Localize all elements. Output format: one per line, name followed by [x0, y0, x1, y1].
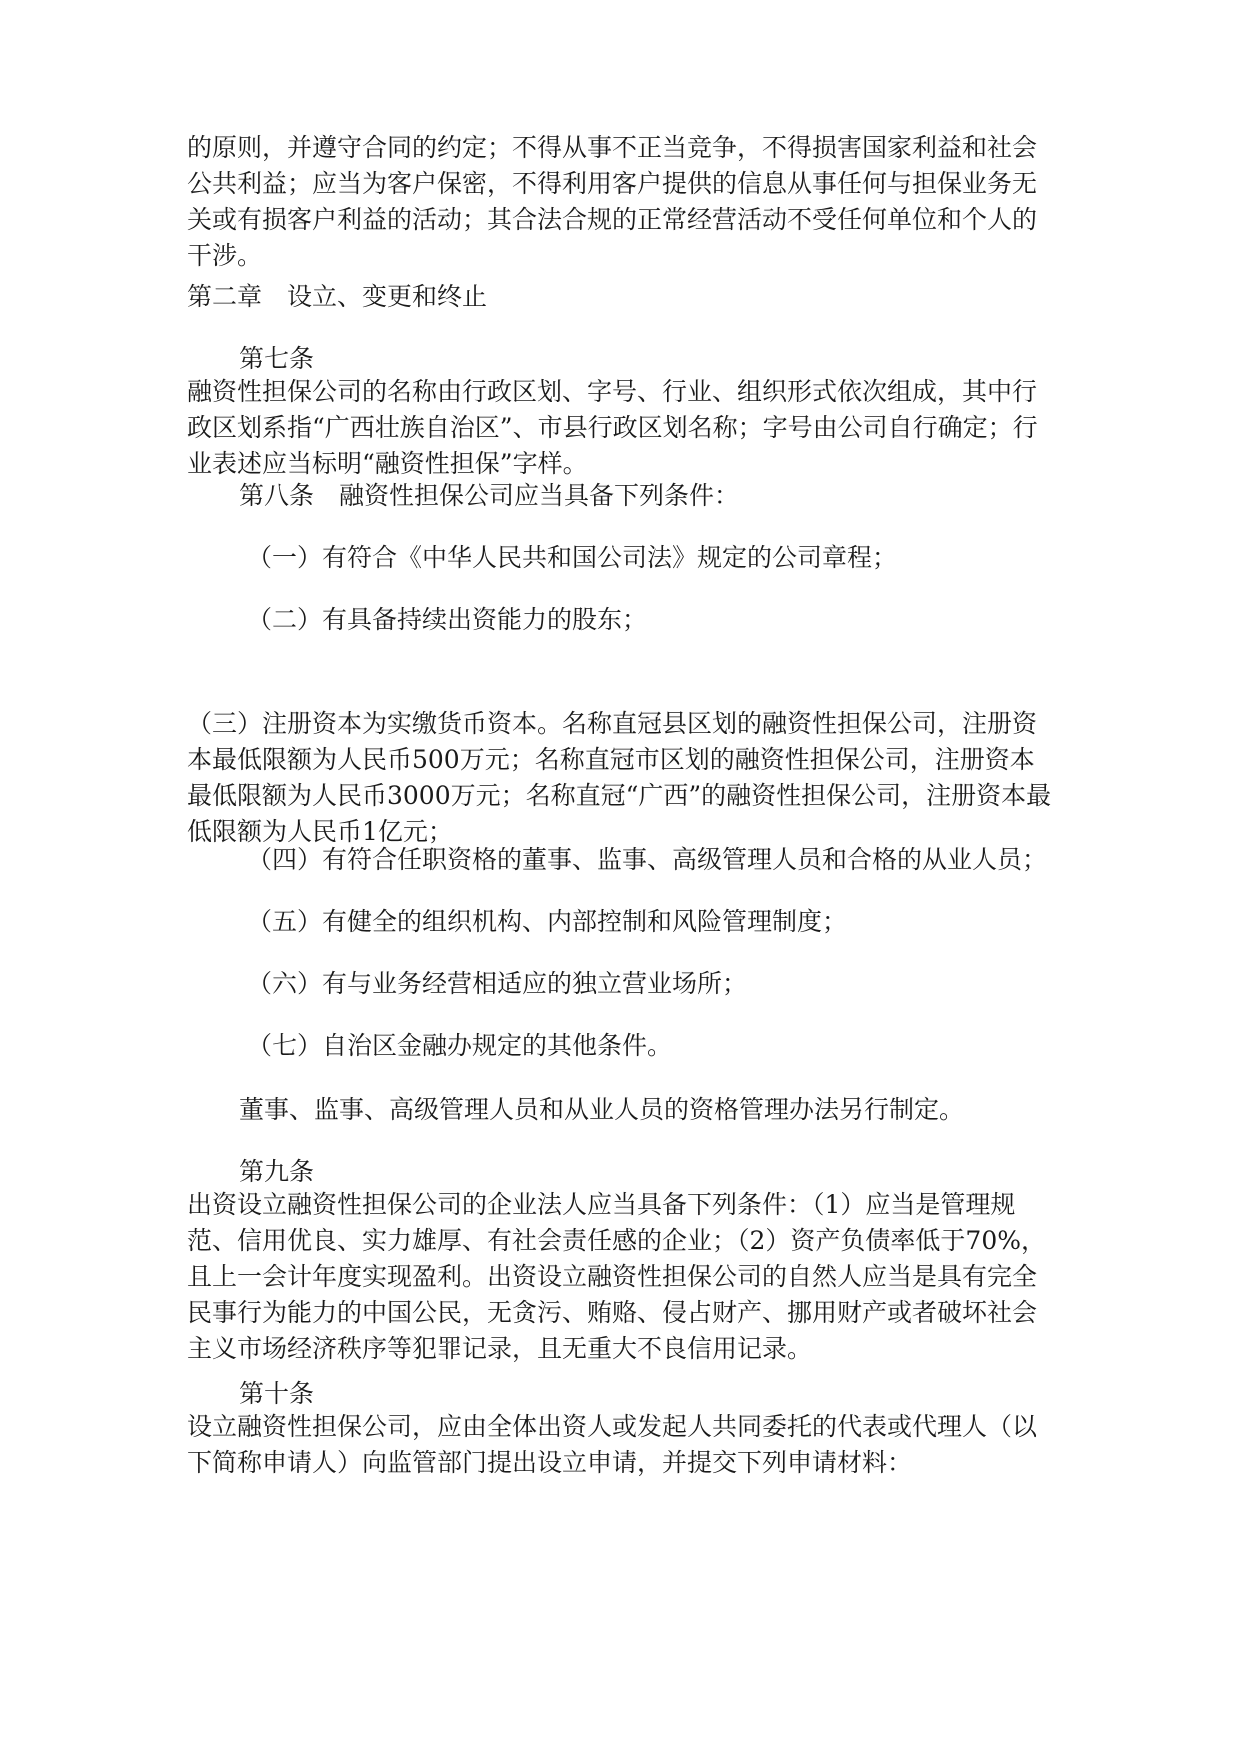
article-8-item-4: （四）有符合任职资格的董事、监事、高级管理人员和合格的从业人员；: [247, 845, 1048, 874]
article-8-item-7: （七）自治区金融办规定的其他条件。: [247, 1031, 673, 1060]
article-8-item-6: （六）有与业务经营相适应的独立营业场所；: [247, 969, 748, 998]
article-10-body: 设立融资性担保公司，应由全体出资人或发起人共同委托的代表或代理人（以下简称申请人）向监管部门提出设立申请，并提交下列申请材料：: [187, 1412, 1038, 1477]
article-7-title: 第七条: [239, 344, 315, 373]
paragraph-principles: 的原则，并遵守合同的约定；不得从事不正当竞争，不得损害国家利益和社会公共利益；应当为客户保密，不得利用客户提供的信息从事任何与担保业务无关或有损客户利益的活动；其合法合规的正常经营活动不受任何单位和个人的干涉。: [187, 133, 1038, 270]
article-8-item-3: （三）注册资本为实缴货币资本。名称直冠县区划的融资性担保公司，注册资本最低限额为人民币500万元；名称直冠市区划的融资性担保公司，注册资本最低限额为人民币3000万元；名称直冠“广西”的融资性担保公司，注册资本最低限额为人民币1亿元；: [187, 709, 1052, 846]
article-8-item-2: （二）有具备持续出资能力的股东；: [247, 605, 648, 634]
article-7-body: 融资性担保公司的名称由行政区划、字号、行业、组织形式依次组成，其中行政区划系指“广西壮族自治区”、市县行政区划名称；字号由公司自行确定；行业表述应当标明“融资性担保”字样。: [187, 377, 1038, 478]
article-8-intro: 第八条 融资性担保公司应当具备下列条件：: [239, 481, 740, 510]
article-8-item-5: （五）有健全的组织机构、内部控制和风险管理制度；: [247, 907, 848, 936]
chapter-heading: 第二章 设立、变更和终止: [187, 282, 488, 311]
article-8-note: 董事、监事、高级管理人员和从业人员的资格管理办法另行制定。: [239, 1095, 965, 1124]
article-9-title: 第九条: [239, 1157, 315, 1186]
article-10-title: 第十条: [239, 1379, 315, 1408]
article-9-body: 出资设立融资性担保公司的企业法人应当具备下列条件：（1）应当是管理规范、信用优良、实力雄厚、有社会责任感的企业；（2）资产负债率低于70%，且上一会计年度实现盈利。出资设立融资性担保公司的自然人应当是具有完全民事行为能力的中国公民，无贪污、贿赂、侵占财产、挪用财产或者破坏社会主义市场经济秩序等犯罪记录，且无重大不良信用记录。: [187, 1190, 1046, 1363]
article-8-item-1: （一）有符合《中华人民共和国公司法》规定的公司章程；: [247, 543, 898, 572]
